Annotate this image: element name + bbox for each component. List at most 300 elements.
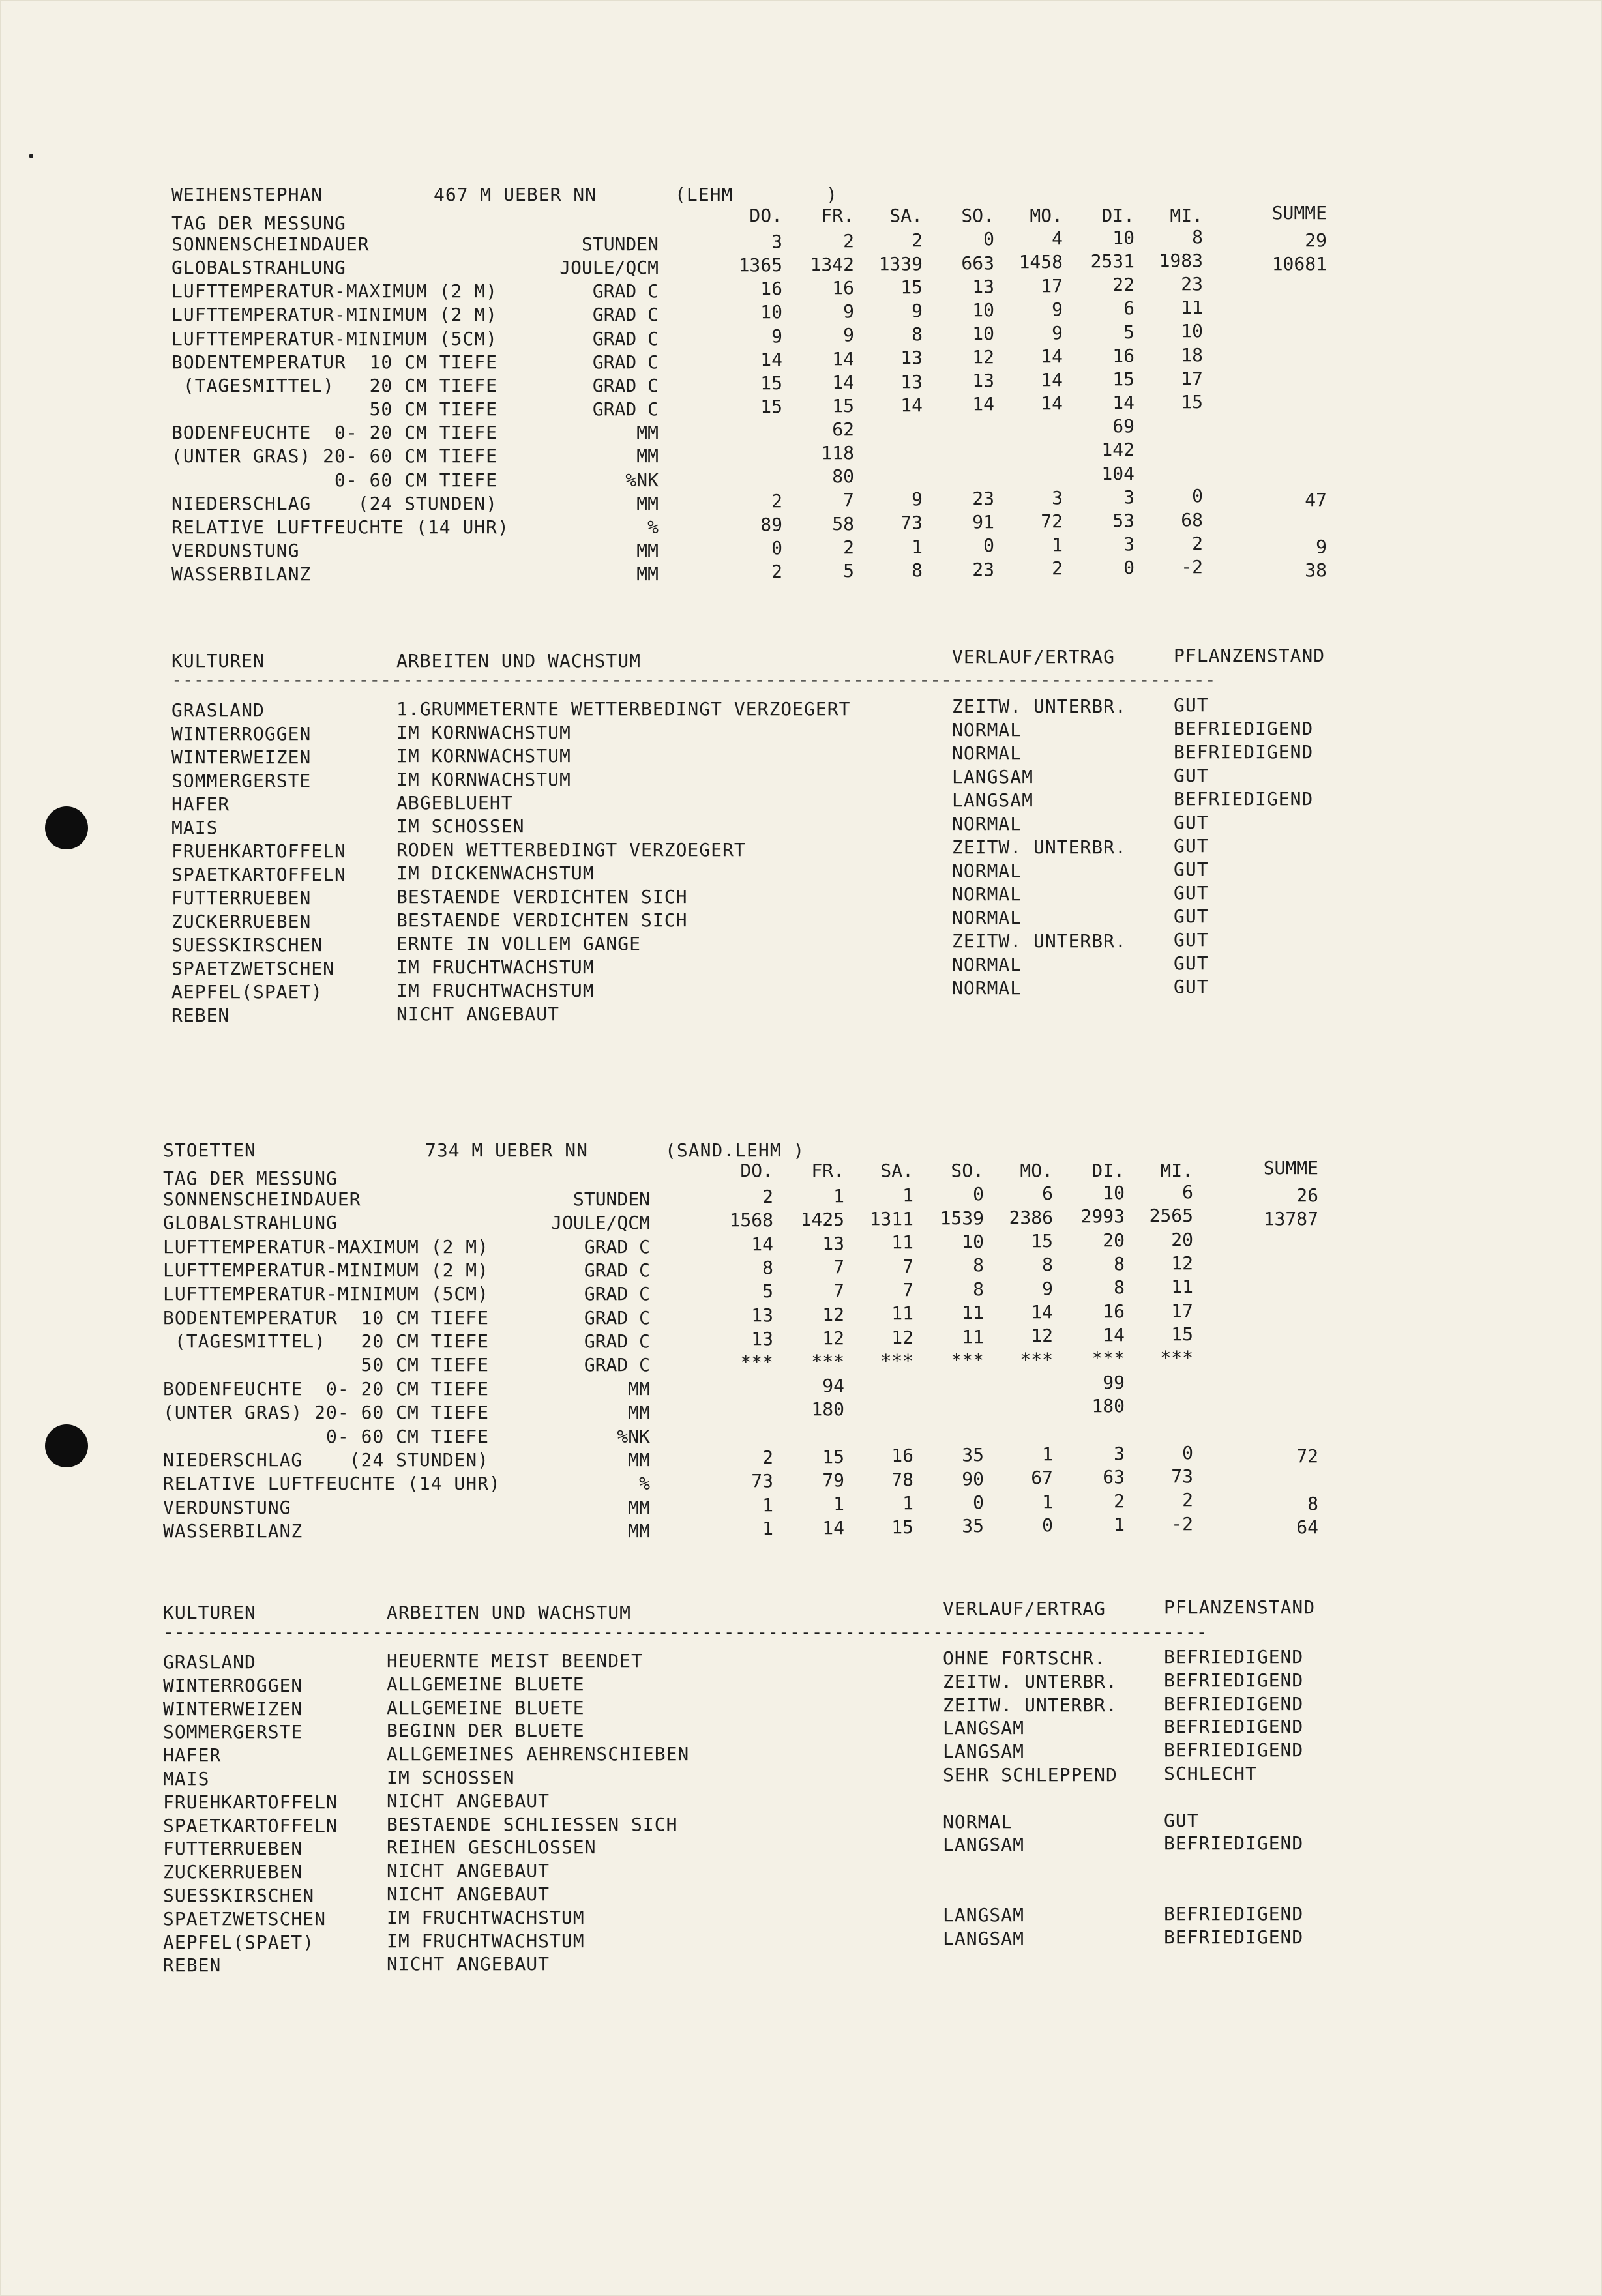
- crop-course: NORMAL: [952, 743, 1022, 764]
- crops-header-stand: PFLANZENSTAND: [1174, 645, 1326, 666]
- separator-line: -----------------------------------------------------------------------------------------------: [171, 673, 1216, 686]
- row-label: 50 CM TIEFE: [163, 1354, 490, 1376]
- row-unit: GRAD C: [584, 1306, 650, 1329]
- crop-course: LANGSAM: [943, 1741, 1025, 1763]
- day-header: FR.: [811, 1159, 844, 1181]
- data-cell: 14: [1031, 1301, 1053, 1323]
- crop-culture: HAFER: [171, 793, 230, 815]
- data-cell: 2531: [1090, 250, 1135, 272]
- data-cell: 90: [962, 1467, 984, 1490]
- crop-course: SEHR SCHLEPPEND: [943, 1764, 1118, 1786]
- crops-header-work: ARBEITEN UND WACHSTUM: [396, 650, 642, 671]
- data-cell: 15: [760, 396, 782, 418]
- day-header: DO.: [740, 1159, 773, 1181]
- data-cell: 12: [822, 1327, 844, 1349]
- crop-stand: GUT: [1174, 952, 1209, 974]
- data-cell: 0: [983, 535, 994, 557]
- data-cell: 2: [1114, 1490, 1125, 1512]
- crop-work: BEGINN DER BLUETE: [387, 1720, 585, 1742]
- row-label: NIEDERSCHLAG (24 STUNDEN): [171, 492, 498, 514]
- crop-culture: SOMMERGERSTE: [163, 1721, 303, 1743]
- data-cell: 20: [1171, 1228, 1193, 1250]
- crop-stand: BEFRIEDIGEND: [1164, 1926, 1304, 1948]
- data-cell: 0: [983, 228, 994, 250]
- crops-header-course: VERLAUF/ERTRAG: [952, 646, 1116, 668]
- crop-work: IM KORNWACHSTUM: [396, 745, 571, 767]
- punch-hole: [45, 1424, 88, 1467]
- data-cell: 69: [1112, 415, 1135, 437]
- row-sum: 26: [1296, 1185, 1318, 1206]
- data-cell: 1: [902, 1184, 913, 1206]
- data-cell: -2: [1181, 555, 1203, 578]
- crop-course: LANGSAM: [943, 1927, 1025, 1949]
- data-cell: 80: [832, 465, 854, 488]
- data-cell: 78: [891, 1468, 913, 1490]
- crop-work: HEUERNTE MEIST BEENDET: [387, 1650, 643, 1671]
- data-cell: 20: [1103, 1229, 1125, 1251]
- data-cell: 13: [900, 370, 923, 392]
- data-cell: 11: [891, 1303, 913, 1325]
- data-cell: 63: [1103, 1466, 1125, 1488]
- station-altitude: 734 M UEBER NN: [425, 1140, 589, 1161]
- data-cell: 17: [1171, 1299, 1193, 1321]
- row-unit: MM: [636, 492, 659, 514]
- station-soil: (LEHM ): [675, 184, 838, 205]
- crop-culture: REBEN: [163, 1954, 222, 1977]
- data-cell: 14: [822, 1516, 844, 1538]
- row-sum: 8: [1307, 1492, 1318, 1514]
- row-unit: STUNDEN: [581, 233, 659, 255]
- crop-culture: GRASLAND: [163, 1651, 256, 1673]
- data-cell: 14: [972, 393, 994, 415]
- data-cell: ***: [951, 1349, 984, 1371]
- data-cell: 1: [912, 535, 923, 557]
- day-header: MO.: [1030, 205, 1063, 226]
- data-cell: 12: [972, 346, 994, 368]
- row-label: RELATIVE LUFTFEUCHTE (14 UHR): [171, 516, 509, 538]
- data-cell: 13: [972, 275, 994, 297]
- day-header: DO.: [749, 205, 782, 226]
- ink-speck: [29, 154, 33, 158]
- crop-culture: FUTTERRUEBEN: [171, 887, 312, 909]
- day-header: FR.: [821, 205, 854, 226]
- data-cell: 16: [832, 277, 854, 299]
- crop-stand: BEFRIEDIGEND: [1164, 1716, 1304, 1738]
- row-unit: GRAD C: [584, 1235, 650, 1258]
- day-header: SO.: [951, 1159, 984, 1181]
- crop-culture: AEPFEL(SPAET): [171, 981, 323, 1003]
- data-cell: 15: [1171, 1323, 1193, 1345]
- row-unit: %NK: [617, 1425, 650, 1447]
- row-label: LUFTTEMPERATUR-MINIMUM (2 M): [171, 304, 498, 326]
- crop-culture: SPAETZWETSCHEN: [163, 1907, 327, 1930]
- data-cell: 58: [832, 512, 854, 535]
- data-cell: 10: [1103, 1182, 1125, 1203]
- row-unit: GRAD C: [592, 351, 659, 373]
- row-label: BODENFEUCHTE 0- 20 CM TIEFE: [163, 1377, 490, 1400]
- data-cell: 3: [1114, 1442, 1125, 1464]
- row-unit: GRAD C: [592, 304, 659, 326]
- crop-work: NICHT ANGEBAUT: [396, 1003, 560, 1025]
- data-cell: ***: [1091, 1347, 1125, 1370]
- data-cell: 1365: [738, 254, 782, 276]
- data-cell: 6: [1042, 1183, 1053, 1205]
- row-unit: MM: [628, 1377, 650, 1400]
- data-cell: 23: [972, 488, 994, 510]
- data-cell: 7: [843, 489, 854, 511]
- crop-culture: MAIS: [171, 817, 218, 838]
- sum-header: SUMME: [1271, 202, 1327, 224]
- crop-stand: GUT: [1174, 694, 1209, 716]
- station-name: STOETTEN: [163, 1140, 256, 1161]
- data-cell: 14: [1103, 1324, 1125, 1346]
- data-cell: 53: [1112, 509, 1135, 531]
- data-cell: 10: [962, 1231, 984, 1253]
- row-label: SONNENSCHEINDAUER: [171, 233, 370, 255]
- row-label: LUFTTEMPERATUR-MINIMUM (2 M): [163, 1259, 490, 1282]
- row-sum: 10681: [1271, 253, 1327, 275]
- data-cell: 8: [1192, 226, 1203, 248]
- data-cell: 22: [1112, 274, 1135, 296]
- crop-culture: FRUEHKARTOFFELN: [163, 1791, 338, 1813]
- data-cell: 2: [843, 229, 854, 252]
- data-cell: 118: [821, 442, 854, 464]
- crop-work: NICHT ANGEBAUT: [387, 1953, 550, 1975]
- data-cell: 13: [822, 1232, 844, 1254]
- crop-course: NORMAL: [952, 907, 1022, 928]
- data-cell: 104: [1101, 462, 1135, 484]
- row-sum: 38: [1305, 559, 1327, 581]
- data-cell: 2: [771, 490, 782, 512]
- row-label: LUFTTEMPERATUR-MINIMUM (5CM): [171, 327, 498, 349]
- crop-course: ZEITW. UNTERBR.: [952, 930, 1127, 952]
- row-unit: MM: [636, 422, 659, 444]
- row-label: 50 CM TIEFE: [171, 398, 498, 420]
- data-cell: -2: [1171, 1512, 1193, 1535]
- data-cell: 10: [972, 323, 994, 344]
- data-cell: 0: [1192, 485, 1203, 507]
- data-cell: 73: [751, 1470, 773, 1492]
- data-cell: 12: [1031, 1325, 1053, 1347]
- data-cell: 3: [1123, 486, 1135, 508]
- row-label: GLOBALSTRAHLUNG: [163, 1212, 338, 1234]
- crop-culture: AEPFEL(SPAET): [163, 1931, 315, 1953]
- data-cell: 14: [760, 348, 782, 370]
- data-cell: 10: [760, 301, 782, 323]
- row-label: 0- 60 CM TIEFE: [163, 1425, 490, 1447]
- data-cell: 1: [762, 1494, 773, 1516]
- data-cell: 17: [1041, 274, 1063, 297]
- row-unit: MM: [636, 539, 659, 561]
- crop-work: IM KORNWACHSTUM: [396, 722, 571, 743]
- data-cell: 17: [1181, 367, 1203, 389]
- measure-day-label: TAG DER MESSUNG: [171, 213, 346, 234]
- data-cell: ***: [1160, 1347, 1193, 1369]
- data-cell: 2565: [1149, 1205, 1193, 1227]
- row-label: WASSERBILANZ: [171, 563, 312, 585]
- day-header: MI.: [1160, 1159, 1193, 1181]
- row-unit: GRAD C: [584, 1283, 650, 1305]
- data-cell: 3: [1123, 533, 1135, 555]
- crop-stand: GUT: [1174, 812, 1209, 833]
- crop-culture: SPAETZWETSCHEN: [171, 958, 335, 979]
- data-cell: 2: [762, 1186, 773, 1207]
- row-unit: MM: [636, 563, 659, 585]
- data-cell: 79: [822, 1469, 844, 1491]
- data-cell: 7: [902, 1255, 913, 1277]
- data-cell: 15: [1112, 368, 1135, 390]
- row-unit: GRAD C: [592, 327, 659, 349]
- crop-culture: SOMMERGERSTE: [171, 770, 312, 791]
- data-cell: ***: [880, 1350, 913, 1372]
- crop-stand: BEFRIEDIGEND: [1164, 1692, 1304, 1715]
- crop-course: NORMAL: [952, 977, 1022, 999]
- crop-stand: BEFRIEDIGEND: [1164, 1669, 1304, 1691]
- row-unit: GRAD C: [592, 398, 659, 420]
- row-unit: MM: [628, 1449, 650, 1471]
- data-cell: 67: [1031, 1467, 1053, 1489]
- day-header: SO.: [961, 205, 994, 226]
- data-cell: 1568: [729, 1209, 773, 1231]
- data-cell: 94: [822, 1374, 844, 1396]
- data-cell: 16: [1112, 344, 1135, 366]
- crop-course: LANGSAM: [943, 1717, 1025, 1739]
- data-cell: 9: [1042, 1277, 1053, 1299]
- data-cell: 13: [751, 1304, 773, 1326]
- data-cell: 2386: [1009, 1206, 1053, 1228]
- data-cell: 18: [1181, 344, 1203, 366]
- row-label: (UNTER GRAS) 20- 60 CM TIEFE: [163, 1402, 490, 1424]
- data-cell: 8: [973, 1254, 984, 1276]
- row-label: LUFTTEMPERATUR-MINIMUM (5CM): [163, 1283, 490, 1305]
- data-cell: 3: [771, 231, 782, 252]
- row-unit: MM: [628, 1402, 650, 1424]
- crop-stand: BEFRIEDIGEND: [1174, 788, 1314, 810]
- crop-culture: WINTERWEIZEN: [163, 1698, 303, 1720]
- data-cell: 15: [1031, 1229, 1053, 1252]
- crop-work: NICHT ANGEBAUT: [387, 1860, 550, 1882]
- crop-stand: SCHLECHT: [1164, 1763, 1257, 1784]
- crop-course: LANGSAM: [952, 766, 1034, 787]
- data-cell: 0: [1042, 1514, 1053, 1537]
- measure-day-label: TAG DER MESSUNG: [163, 1167, 338, 1189]
- row-label: BODENFEUCHTE 0- 20 CM TIEFE: [171, 422, 498, 444]
- day-header: MO.: [1020, 1159, 1053, 1181]
- data-cell: 9: [1052, 321, 1063, 344]
- data-cell: 1539: [940, 1207, 984, 1229]
- data-cell: 72: [1041, 510, 1063, 532]
- data-cell: 23: [1181, 273, 1203, 295]
- row-label: GLOBALSTRAHLUNG: [171, 257, 346, 279]
- data-cell: 8: [912, 559, 923, 581]
- crop-stand: GUT: [1174, 976, 1209, 997]
- data-cell: 1: [833, 1185, 844, 1207]
- row-label: VERDUNSTUNG: [163, 1496, 291, 1518]
- crop-course: NORMAL: [952, 883, 1022, 905]
- crop-work: IM SCHOSSEN: [387, 1767, 515, 1788]
- row-label: (TAGESMITTEL) 20 CM TIEFE: [163, 1331, 490, 1353]
- data-cell: 16: [760, 278, 782, 300]
- data-cell: 0: [771, 537, 782, 559]
- data-cell: 9: [843, 324, 854, 346]
- data-cell: 8: [912, 323, 923, 346]
- crop-work: ALLGEMEINE BLUETE: [387, 1673, 585, 1695]
- data-cell: 11: [962, 1325, 984, 1347]
- data-cell: 12: [1171, 1252, 1193, 1274]
- crop-culture: FUTTERRUEBEN: [163, 1838, 303, 1860]
- crop-culture: SUESSKIRSCHEN: [163, 1885, 315, 1906]
- data-cell: 1342: [810, 253, 854, 275]
- data-cell: 12: [891, 1326, 913, 1348]
- row-label: (TAGESMITTEL) 20 CM TIEFE: [171, 374, 498, 396]
- crop-work: RODEN WETTERBEDINGT VERZOEGERT: [396, 839, 746, 861]
- data-cell: 8: [762, 1257, 773, 1279]
- data-cell: 16: [1103, 1300, 1125, 1322]
- data-cell: 5: [843, 559, 854, 581]
- row-sum: 64: [1296, 1516, 1318, 1538]
- crop-stand: BEFRIEDIGEND: [1164, 1739, 1304, 1761]
- day-header: SA.: [880, 1159, 913, 1181]
- data-cell: 8: [1114, 1276, 1125, 1299]
- data-cell: 4: [1052, 228, 1063, 250]
- data-cell: 1: [833, 1493, 844, 1515]
- row-unit: MM: [628, 1496, 650, 1518]
- crop-culture: WINTERROGGEN: [163, 1674, 303, 1696]
- separator-line: -----------------------------------------------------------------------------------------------: [163, 1626, 1208, 1639]
- data-cell: 1: [1042, 1443, 1053, 1465]
- row-sum: 29: [1305, 229, 1327, 251]
- data-cell: 7: [833, 1256, 844, 1278]
- row-unit: GRAD C: [584, 1331, 650, 1353]
- crop-work: IM SCHOSSEN: [396, 816, 525, 837]
- data-cell: 1: [1114, 1513, 1125, 1535]
- data-cell: 6: [1182, 1181, 1193, 1203]
- station-altitude: 467 M UEBER NN: [434, 184, 597, 205]
- row-label: BODENTEMPERATUR 10 CM TIEFE: [171, 351, 498, 373]
- data-cell: 11: [1181, 297, 1203, 319]
- crop-stand: GUT: [1174, 765, 1209, 786]
- data-cell: 8: [973, 1278, 984, 1300]
- data-cell: 62: [832, 419, 854, 440]
- crop-course: NORMAL: [952, 719, 1022, 741]
- data-cell: 11: [962, 1302, 984, 1324]
- crop-culture: REBEN: [171, 1005, 230, 1026]
- crop-stand: GUT: [1174, 905, 1209, 927]
- data-cell: 5: [762, 1280, 773, 1303]
- data-cell: 1: [1052, 534, 1063, 556]
- data-cell: 1425: [800, 1209, 844, 1231]
- data-cell: 91: [972, 511, 994, 533]
- data-cell: 0: [973, 1183, 984, 1205]
- data-cell: ***: [1020, 1348, 1053, 1370]
- data-cell: 180: [811, 1398, 844, 1420]
- data-cell: 99: [1103, 1371, 1125, 1393]
- crop-work: 1.GRUMMETERNTE WETTERBEDINGT VERZOEGERT: [396, 698, 851, 720]
- data-cell: 14: [1041, 369, 1063, 391]
- data-cell: 1458: [1018, 251, 1063, 273]
- crop-culture: FRUEHKARTOFFELN: [171, 840, 346, 862]
- data-cell: 14: [1112, 392, 1135, 414]
- crop-culture: GRASLAND: [171, 699, 265, 721]
- data-cell: 8: [1114, 1253, 1125, 1275]
- crop-course: ZEITW. UNTERBR.: [952, 696, 1127, 717]
- data-cell: 35: [962, 1444, 984, 1466]
- data-cell: 11: [891, 1231, 913, 1254]
- crop-stand: BEFRIEDIGEND: [1174, 718, 1314, 739]
- row-label: LUFTTEMPERATUR-MAXIMUM (2 M): [171, 280, 498, 302]
- data-cell: 9: [912, 488, 923, 510]
- data-cell: 14: [751, 1233, 773, 1255]
- data-cell: ***: [811, 1351, 844, 1373]
- data-cell: 7: [833, 1280, 844, 1302]
- data-cell: 15: [891, 1516, 913, 1538]
- row-unit: GRAD C: [584, 1259, 650, 1282]
- row-label: LUFTTEMPERATUR-MAXIMUM (2 M): [163, 1235, 490, 1258]
- data-cell: 2993: [1080, 1205, 1125, 1228]
- data-cell: 2: [1182, 1489, 1193, 1511]
- data-cell: 9: [843, 301, 854, 323]
- crop-work: BESTAENDE VERDICHTEN SICH: [396, 886, 688, 907]
- data-cell: 0: [973, 1491, 984, 1513]
- crop-stand: GUT: [1174, 859, 1209, 880]
- data-cell: 142: [1101, 439, 1135, 461]
- crop-work: ABGEBLUEHT: [396, 792, 513, 814]
- day-header: MI.: [1170, 205, 1203, 226]
- data-cell: 73: [900, 512, 923, 534]
- crop-stand: BEFRIEDIGEND: [1164, 1646, 1304, 1668]
- crop-culture: ZUCKERRUEBEN: [171, 911, 312, 932]
- data-cell: 23: [972, 558, 994, 580]
- crop-stand: BEFRIEDIGEND: [1164, 1832, 1304, 1855]
- row-label: 0- 60 CM TIEFE: [171, 469, 498, 491]
- data-cell: 15: [760, 372, 782, 394]
- row-unit: JOULE/QCM: [559, 257, 659, 279]
- crop-stand: GUT: [1174, 882, 1209, 904]
- crop-culture: WINTERROGGEN: [171, 723, 312, 744]
- data-cell: 89: [760, 513, 782, 535]
- data-cell: 0: [1123, 557, 1135, 579]
- data-cell: 11: [1171, 1276, 1193, 1298]
- crops-header-culture: KULTUREN: [171, 650, 265, 671]
- row-sum: 9: [1316, 535, 1327, 557]
- row-unit: STUNDEN: [572, 1188, 650, 1210]
- data-cell: 2: [843, 536, 854, 558]
- crop-culture: ZUCKERRUEBEN: [163, 1861, 303, 1883]
- data-cell: 14: [1041, 345, 1063, 367]
- data-cell: 73: [1171, 1465, 1193, 1487]
- data-cell: 2: [1192, 532, 1203, 554]
- row-label: (UNTER GRAS) 20- 60 CM TIEFE: [171, 445, 498, 467]
- crop-culture: WINTERWEIZEN: [171, 746, 312, 768]
- crops-header-work: ARBEITEN UND WACHSTUM: [387, 1602, 632, 1623]
- data-cell: 9: [1052, 298, 1063, 320]
- crops-header-culture: KULTUREN: [163, 1602, 256, 1623]
- data-cell: 180: [1091, 1395, 1125, 1417]
- data-cell: 7: [902, 1279, 913, 1301]
- data-cell: 8: [1042, 1254, 1053, 1276]
- data-cell: 6: [1123, 297, 1135, 319]
- data-cell: 14: [900, 394, 923, 416]
- row-unit: JOULE/QCM: [551, 1212, 650, 1234]
- crop-work: IM FRUCHTWACHSTUM: [396, 980, 595, 1001]
- data-cell: 12: [822, 1303, 844, 1325]
- data-cell: 15: [900, 276, 923, 298]
- data-cell: 3: [1052, 486, 1063, 508]
- crop-course: ZEITW. UNTERBR.: [943, 1670, 1118, 1692]
- data-cell: 2: [1052, 557, 1063, 580]
- crop-work: ALLGEMEINES AEHRENSCHIEBEN: [387, 1743, 690, 1765]
- row-label: RELATIVE LUFTFEUCHTE (14 UHR): [163, 1473, 501, 1495]
